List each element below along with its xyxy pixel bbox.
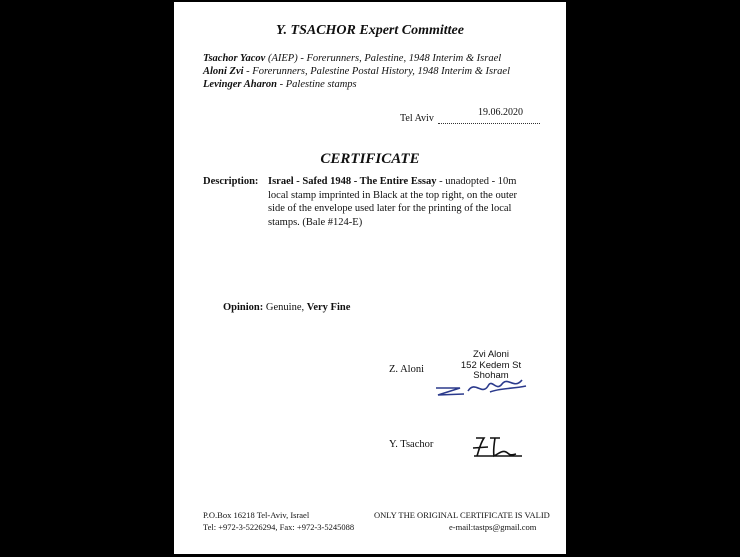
aloni-signature [430,358,540,398]
footer-email: e-mail:tastps@gmail.com [449,522,537,532]
issue-date: 19.06.2020 [478,107,523,118]
expert-name: Tsachor Yacov [203,53,266,64]
expert-name: Levinger Aharon [203,79,277,90]
description-text [268,175,524,229]
validity-notice: ONLY THE ORIGINAL CERTIFICATE IS VALID [374,510,550,520]
stamp-line: Zvi Aloni [473,349,509,360]
certificate-heading: CERTIFICATE [320,151,420,167]
expert-detail: (AIEP) - Forerunners, Palestine, 1948 Interim & Israel [265,53,502,64]
footer-address: P.O.Box 16218 Tel-Aviv, Israel [203,510,310,520]
expert-line [203,54,501,65]
footer-phones: Tel: +972-3-5226294, Fax: +972-3-5245088 [203,522,355,532]
date-dotted-line [438,123,540,124]
expert-line [203,67,510,78]
expert-line [203,80,357,91]
opinion-grade: Very Fine [306,302,351,313]
stamp-line: 152 Kedem St [460,359,522,371]
expert-detail: - Palestine stamps [277,79,357,90]
certificate-page [174,2,566,554]
committee-title: Y. TSACHOR Expert Committee [276,23,464,38]
description-label: Description: [203,176,259,187]
expert-name: Aloni Zvi [203,66,244,77]
signatory-tsachor: Y. Tsachor [389,439,434,450]
opinion-line [223,303,350,314]
description-body: - unadopted - 10m local stamp imprinted in Black at the top right, on the outer side of the envelope used later for the printing of the local stamps. (Bale #124-E) [268,176,518,228]
issue-place: Tel Aviv [400,113,434,124]
tsachor-signature [470,432,530,460]
stamp-line: Shoham [473,370,509,381]
opinion-label: Opinion: [223,302,264,313]
opinion-value: Genuine, [263,302,307,313]
expert-detail: - Forerunners, Palestine Postal History, 1948 Interim & Israel [243,66,511,77]
description-subject: Israel - Safed 1948 - The Entire Essay [268,176,437,187]
signatory-aloni: Z. Aloni [389,364,425,375]
